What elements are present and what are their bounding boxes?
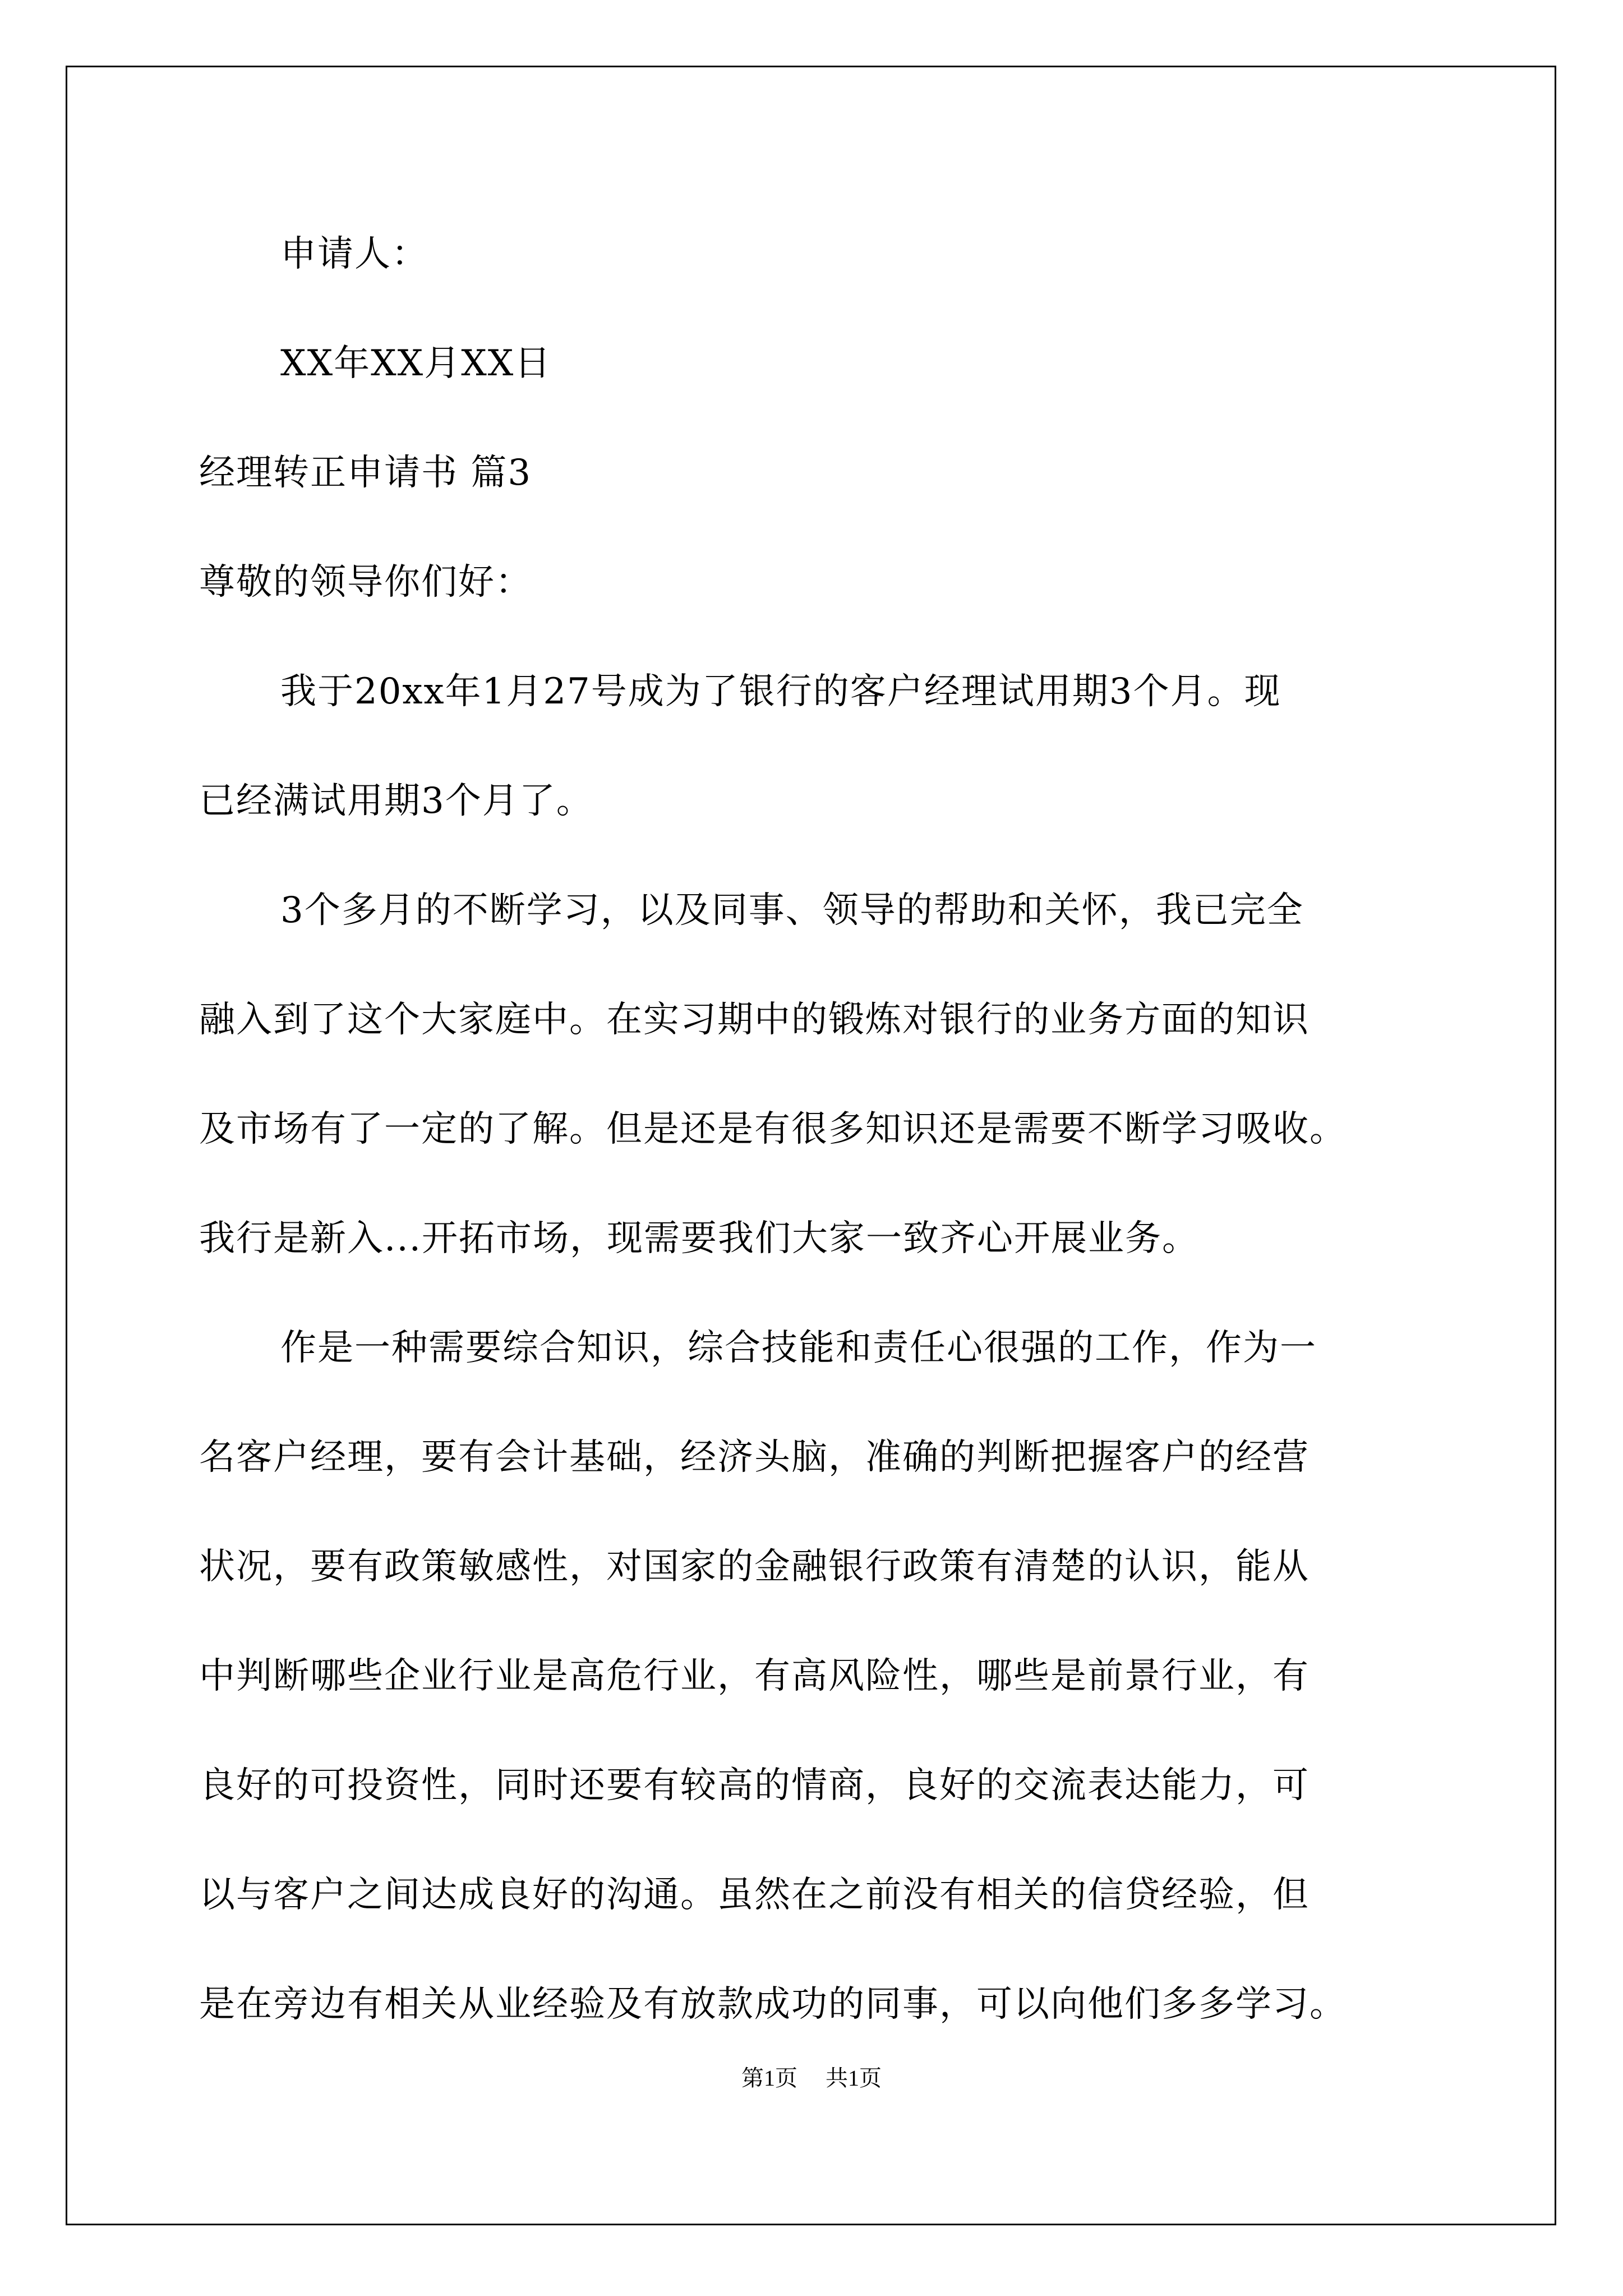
body-line: 我于20xx年1月27号成为了银行的客户经理试用期3个月。现 bbox=[280, 671, 1281, 712]
applicant-label: 申请人： bbox=[280, 233, 428, 275]
salutation: 尊敬的领导你们好： bbox=[199, 562, 532, 603]
body-line: 融入到了这个大家庭中。在实习期中的锻炼对银行的业务方面的知识 bbox=[199, 999, 1310, 1041]
body-line: 中判断哪些企业行业是高危行业，有高风险性，哪些是前景行业，有 bbox=[199, 1655, 1310, 1697]
date-line: XX年XX月XX日 bbox=[280, 343, 552, 384]
page-number: 第1页 bbox=[741, 2065, 797, 2091]
body-line: 作是一种需要综合知识，综合技能和责任心很强的工作，作为一 bbox=[280, 1327, 1317, 1369]
body-line: 以与客户之间达成良好的沟通。虽然在之前没有相关的信贷经验，但 bbox=[199, 1874, 1310, 1916]
body-line: 是在旁边有相关从业经验及有放款成功的同事，可以向他们多多学习。 bbox=[199, 1984, 1347, 2025]
page-total: 共1页 bbox=[826, 2065, 882, 2091]
body-line: 名客户经理，要有会计基础，经济头脑，准确的判断把握客户的经营 bbox=[199, 1437, 1310, 1478]
body-line: 状况，要有政策敏感性，对国家的金融银行政策有清楚的认识，能从 bbox=[199, 1546, 1310, 1588]
body-line: 良好的可投资性，同时还要有较高的情商，良好的交流表达能力，可 bbox=[199, 1765, 1310, 1806]
body-line: 3个多月的不断学习，以及同事、领导的帮助和关怀，我已完全 bbox=[280, 890, 1304, 931]
body-line: 及市场有了一定的了解。但是还是有很多知识还是需要不断学习吸收。 bbox=[199, 1108, 1347, 1150]
body-line: 已经满试用期3个月了。 bbox=[199, 780, 593, 822]
body-line: 我行是新入...开拓市场，现需要我们大家一致齐心开展业务。 bbox=[199, 1218, 1200, 1259]
section-title: 经理转正申请书 篇3 bbox=[199, 452, 532, 494]
page-footer bbox=[0, 2064, 1623, 2092]
